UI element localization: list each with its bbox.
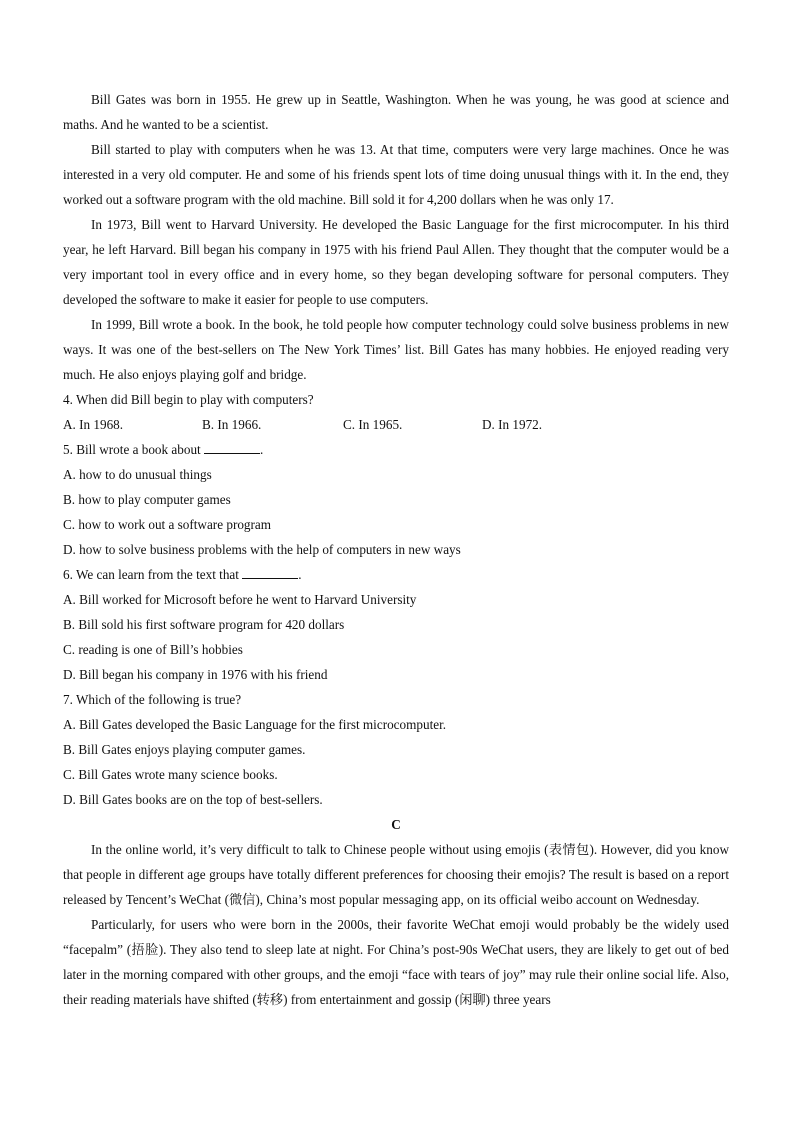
- option-a: A. Bill Gates developed the Basic Language for the first microcomputer.: [63, 717, 447, 732]
- option-a: A. Bill worked for Microsoft before he went to Harvard University: [63, 592, 417, 607]
- paragraph: Bill started to play with computers when he was 13. At that time, computers were very large machines. Once he was interested in a very old computer. He and some of his friends spent lots of time doing unusual things with it. In the end, they worked out a software program with the old machine. Bill sold it for 4,200 dollars when he was only 17.: [63, 142, 729, 207]
- option-a: A. In 1968.: [63, 417, 124, 432]
- option-b: B. Bill sold his first software program for 420 dollars: [63, 617, 345, 632]
- question-4-stem: 4. When did Bill begin to play with computers?: [63, 392, 314, 407]
- paragraph: In the online world, it’s very difficult to talk to Chinese people without using emojis (表情包). However, did you know that people in different age groups have totally different preferences for choosing their emojis? The result is based on a report released by Tencent’s WeChat (微信), China’s most popular messaging app, on its official weibo account on Wednesday.: [63, 842, 729, 907]
- document-page: [63, 87, 729, 1012]
- option-b: B. how to play computer games: [63, 492, 231, 507]
- option-c: C. reading is one of Bill’s hobbies: [63, 642, 243, 657]
- paragraph: In 1999, Bill wrote a book. In the book, he told people how computer technology could solve business problems in new ways. It was one of the best-sellers on The New York Times’ list. Bill Gates has many hobbies. He enjoyed reading very much. He also enjoys playing golf and bridge.: [63, 317, 729, 382]
- option-d: D. Bill Gates books are on the top of best-sellers.: [63, 792, 323, 807]
- section-heading: C: [391, 817, 401, 832]
- option-c: C. Bill Gates wrote many science books.: [63, 767, 278, 782]
- option-b: B. In 1966.: [202, 417, 262, 432]
- question-5-stem: 5. Bill wrote a book about .: [63, 442, 264, 457]
- option-c: C. In 1965.: [343, 417, 403, 432]
- question-4-options: [63, 412, 729, 437]
- option-c: C. how to work out a software program: [63, 517, 272, 532]
- option-d: D. how to solve business problems with the help of computers in new ways: [63, 542, 461, 557]
- option-d: D. In 1972.: [482, 417, 543, 432]
- answer-blank: [242, 566, 298, 579]
- option-a: A. how to do unusual things: [63, 467, 212, 482]
- paragraph: In 1973, Bill went to Harvard University. He developed the Basic Language for the first microcomputer. In his third year, he left Harvard. Bill began his company in 1975 with his friend Paul Allen. They thought that the computer would be a very important tool in every office and in every home, so they began developing software for personal computers. They developed the software to make it easier for people to use computers.: [63, 217, 729, 307]
- answer-blank: [204, 441, 260, 454]
- paragraph: Bill Gates was born in 1955. He grew up in Seattle, Washington. When he was young, he was good at science and maths. And he wanted to be a scientist.: [63, 92, 729, 132]
- option-d: D. Bill began his company in 1976 with his friend: [63, 667, 328, 682]
- question-6-stem: 6. We can learn from the text that .: [63, 567, 302, 582]
- option-b: B. Bill Gates enjoys playing computer games.: [63, 742, 306, 757]
- paragraph: Particularly, for users who were born in the 2000s, their favorite WeChat emoji would probably be the widely used “facepalm” (捂脸). They also tend to sleep late at night. For China’s post-90s WeChat users, they are likely to get out of bed later in the morning compared with other groups, and the emoji “face with tears of joy” may rule their online social life. Also, their reading materials have shifted (转移) from entertainment and gossip (闲聊) three years: [63, 917, 729, 1007]
- question-7-stem: 7. Which of the following is true?: [63, 692, 242, 707]
